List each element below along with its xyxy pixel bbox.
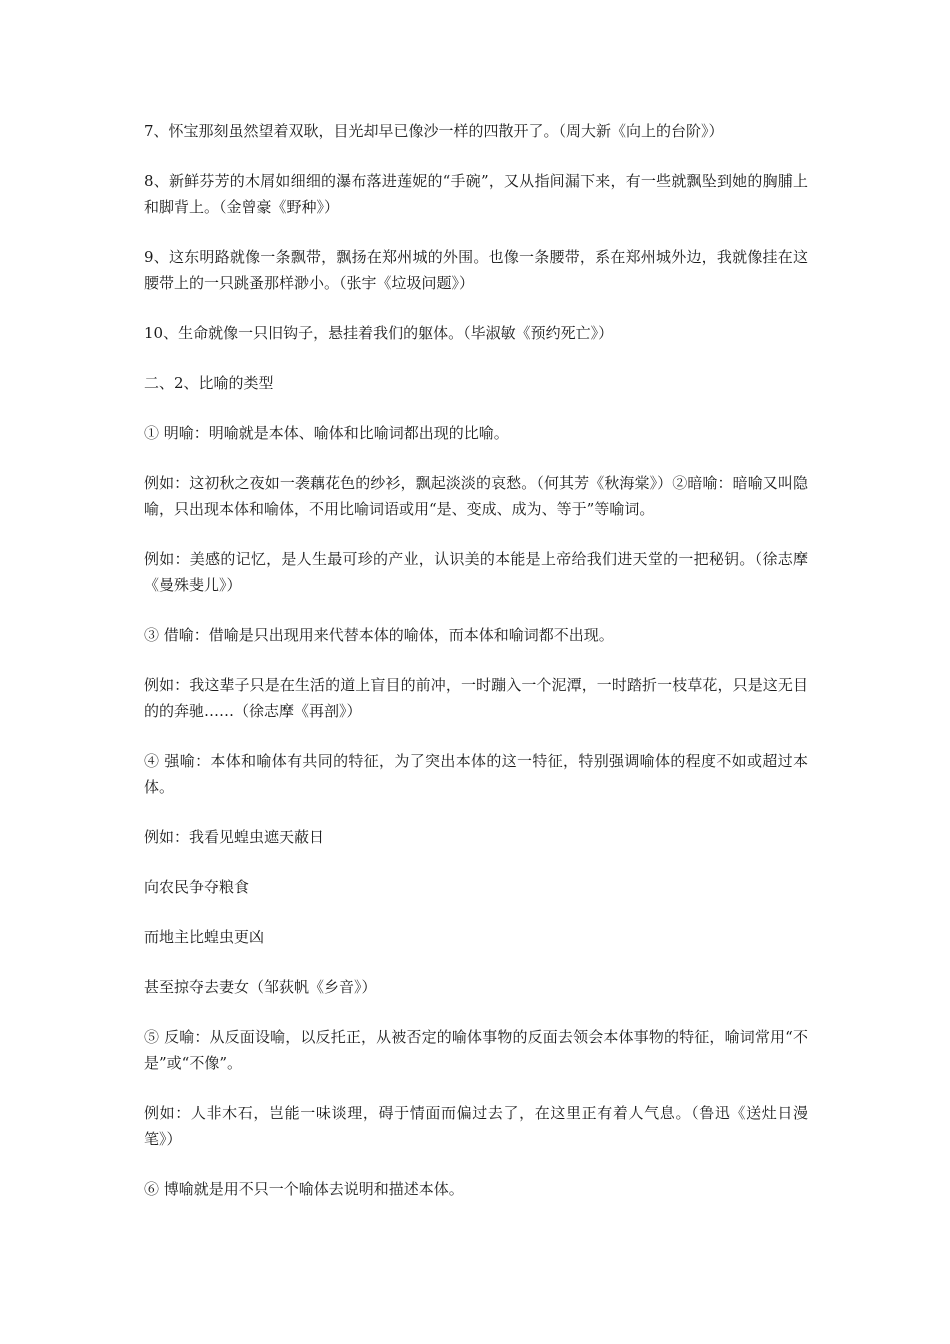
section-heading-metaphor-types: 二、2、比喻的类型 (144, 374, 274, 392)
paragraph-simile-example: 例如：这初秋之夜如一袭藕花色的纱衫，飘起淡淡的哀愁。（何其芳《秋海棠》）②暗喻：暗喻又叫隐喻，只出现本体和喻体，不用比喻词语或用“是、变成、成为、等于”等喻词。 (144, 474, 808, 518)
paragraph-negative-metaphor-definition: ⑤ 反喻：从反面设喻，以反托正，从被否定的喻体事物的反面去领会本体事物的特征，喻词常用“不是”或“不像”。 (144, 1028, 808, 1072)
poem-line-3: 而地主比蝗虫更凶 (144, 928, 265, 946)
poem-line-1: 例如：我看见蝗虫遮天蔽日 (144, 828, 325, 846)
poem-line-2: 向农民争夺粮食 (144, 878, 250, 896)
paragraph-example-10: 10、生命就像一只旧钩子，悬挂着我们的躯体。（毕淑敏《预约死亡》） (144, 324, 614, 342)
poem-line-4: 甚至掠夺去妻女（邹荻帆《乡音》） (144, 978, 377, 996)
paragraph-metaphor-example: 例如：美感的记忆，是人生最可珍的产业，认识美的本能是上帝给我们进天堂的一把秘钥。（徐志摩《曼殊斐儿》） (144, 550, 808, 594)
paragraph-borrowed-metaphor-definition: ③ 借喻：借喻是只出现用来代替本体的喻体，而本体和喻词都不出现。 (144, 626, 614, 644)
paragraph-example-7: 7、怀宝那刻虽然望着双耿，目光却早已像沙一样的四散开了。（周大新《向上的台阶》） (144, 122, 724, 140)
paragraph-strong-metaphor-definition: ④ 强喻：本体和喻体有共同的特征，为了突出本体的这一特征，特别强调喻体的程度不如或超过本体。 (144, 752, 808, 796)
paragraph-example-8: 8、新鲜芬芳的木屑如细细的瀑布落进莲妮的“手碗”，又从指间漏下来，有一些就飘坠到她的胸脯上和脚背上。（金曾豪《野种》） (144, 172, 808, 216)
paragraph-simile-definition: ① 明喻：明喻就是本体、喻体和比喻词都出现的比喻。 (144, 424, 509, 442)
paragraph-negative-metaphor-example: 例如：人非木石，岂能一味谈理，碍于情面而偏过去了，在这里正有着人气息。（鲁迅《送灶日漫笔》） (144, 1104, 808, 1148)
paragraph-example-9: 9、这东明路就像一条飘带，飘扬在郑州城的外围。也像一条腰带，系在郑州城外边，我就像挂在这腰带上的一只跳蚤那样渺小。（张宇《垃圾问题》） (144, 248, 808, 292)
paragraph-borrowed-metaphor-example: 例如：我这辈子只是在生活的道上盲目的前冲，一时蹦入一个泥潭，一时踏折一枝草花，只是这无目的的奔驰……（徐志摩《再剖》） (144, 676, 808, 720)
paragraph-extended-metaphor-definition: ⑥ 博喻就是用不只一个喻体去说明和描述本体。 (144, 1180, 464, 1198)
document-body (144, 118, 808, 1226)
